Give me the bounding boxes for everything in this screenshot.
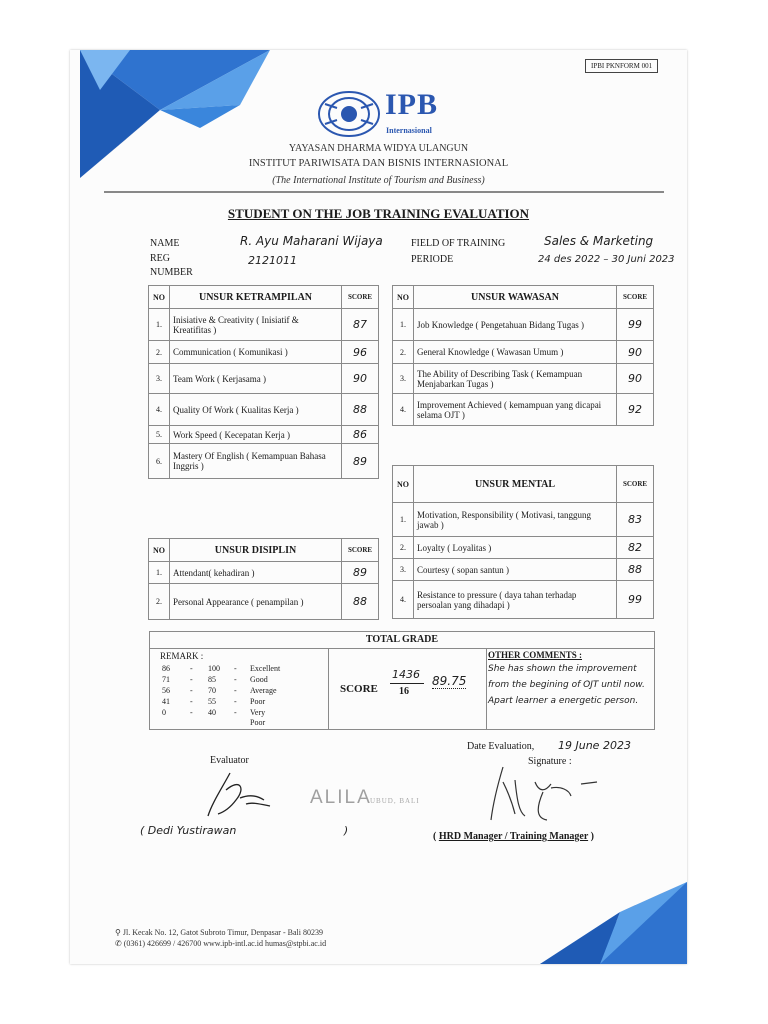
evaluator-name: ( Dedi Yustirawan ) xyxy=(140,824,349,837)
page-title: STUDENT ON THE JOB TRAINING EVALUATION xyxy=(227,206,530,221)
wawasan-score-header: SCORE xyxy=(617,286,654,309)
field-value: Sales & Marketing xyxy=(544,234,654,248)
total-grade-header: TOTAL GRADE xyxy=(150,632,654,649)
score-value: 96 xyxy=(342,341,379,364)
ketrampilan-title: UNSUR KETRAMPILAN xyxy=(170,286,342,309)
remark-grade: Very Poor xyxy=(250,708,266,727)
header-divider xyxy=(104,191,664,193)
criterion-label: Motivation, Responsibility ( Motivasi, tanggung jawab ) xyxy=(414,503,617,537)
remark-to: 40 xyxy=(208,708,216,717)
criterion-label: Team Work ( Kerjasama ) xyxy=(170,364,342,394)
watermark-logo: ALILA xyxy=(310,787,372,808)
table-row xyxy=(149,584,379,620)
row-number: 2. xyxy=(393,341,414,364)
table-row xyxy=(393,581,654,619)
criterion-label: Improvement Achieved ( kemampuan yang dicapai selama OJT ) xyxy=(414,394,617,426)
row-number: 5. xyxy=(149,426,170,444)
remark-label: REMARK : xyxy=(160,651,204,661)
table-row xyxy=(149,394,379,426)
table-row xyxy=(393,394,654,426)
hrd-label: HRD Manager / Training Manager xyxy=(438,831,589,842)
row-number: 3. xyxy=(393,559,414,581)
remark-to: 55 xyxy=(208,697,216,706)
criterion-label: Work Speed ( Kecepatan Kerja ) xyxy=(170,426,342,444)
remark-to: 100 xyxy=(208,664,220,673)
name-value: R. Ayu Maharani Wijaya xyxy=(240,234,383,248)
score-result: 89.75 xyxy=(432,674,467,688)
criterion-label: Job Knowledge ( Pengetahuan Bidang Tugas ) xyxy=(414,309,617,341)
evaluator-name-value: Dedi Yustirawan xyxy=(147,824,237,837)
evaluator-label: Evaluator xyxy=(210,755,249,766)
score-value: 83 xyxy=(617,503,654,537)
remark-from: 86 xyxy=(162,664,170,673)
score-cell xyxy=(328,648,487,729)
remark-grade: Good xyxy=(250,675,268,684)
row-number: 2. xyxy=(393,537,414,559)
disiplin-table xyxy=(148,538,379,620)
table-row xyxy=(393,503,654,537)
periode-value: 24 des 2022 – 30 Juni 2023 xyxy=(538,254,675,265)
row-number: 2. xyxy=(149,341,170,364)
date-label: Date Evaluation, xyxy=(467,741,535,752)
ipb-emblem-icon xyxy=(317,90,381,138)
disiplin-title: UNSUR DISIPLIN xyxy=(170,539,342,562)
table-row xyxy=(393,364,654,394)
table-row xyxy=(393,537,654,559)
periode-label: PERIODE xyxy=(411,254,454,265)
footer-contact-text: (0361) 426699 / 426700 www.ipb-intl.ac.id humas@stpbi.ac.id xyxy=(123,939,327,948)
hrd-line: ( HRD Manager / Training Manager ) xyxy=(433,831,594,842)
criterion-label: General Knowledge ( Wawasan Umum ) xyxy=(414,341,617,364)
institution-line-1: YAYASAN DHARMA WIDYA ULANGUN xyxy=(288,143,469,154)
criterion-label: Personal Appearance ( penampilan ) xyxy=(170,584,342,620)
score-value: 88 xyxy=(342,394,379,426)
score-value: 88 xyxy=(342,584,379,620)
remark-grade: Average xyxy=(250,686,277,695)
field-label: FIELD OF TRAINING xyxy=(411,238,506,249)
criterion-label: Inisiative & Creativity ( Inisiatif & Kreatifitas ) xyxy=(170,309,342,341)
row-number: 4. xyxy=(149,394,170,426)
watermark-sub: UBUD, BALI xyxy=(370,797,420,805)
remark-from: 0 xyxy=(162,708,166,717)
remark-from: 71 xyxy=(162,675,170,684)
score-value: 86 xyxy=(342,426,379,444)
mental-table xyxy=(392,465,654,619)
score-value: 82 xyxy=(617,537,654,559)
remarks-legend: REMARK : 86 - 100 - Excellent 71 - 85 - Good 56 - 70 - Average 41 - 55 - Poor 0 - 40 - Very Poor xyxy=(150,648,329,729)
row-number: 4. xyxy=(393,581,414,619)
score-label: SCORE xyxy=(340,683,378,695)
score-value: 99 xyxy=(617,309,654,341)
disiplin-no-header: NO xyxy=(149,539,170,562)
signature-label: Signature : xyxy=(528,756,572,767)
institution-line-3: (The International Institute of Tourism and Business) xyxy=(272,175,485,186)
row-number: 1. xyxy=(149,562,170,584)
date-value: 19 June 2023 xyxy=(558,739,631,752)
reg-label: REG xyxy=(150,253,170,264)
row-number: 3. xyxy=(393,364,414,394)
score-value: 89 xyxy=(342,562,379,584)
hrd-signature xyxy=(485,762,605,827)
score-value: 90 xyxy=(617,364,654,394)
criterion-label: Quality Of Work ( Kualitas Kerja ) xyxy=(170,394,342,426)
location-icon: ⚲ xyxy=(115,928,121,937)
logo-subtitle: Internasional xyxy=(386,126,432,135)
reg-value: 2121011 xyxy=(248,254,297,267)
remark-from: 41 xyxy=(162,697,170,706)
table-row xyxy=(393,559,654,581)
disiplin-score-header: SCORE xyxy=(342,539,379,562)
mental-title: UNSUR MENTAL xyxy=(414,466,617,503)
fraction-bar xyxy=(390,683,424,684)
evaluator-signature xyxy=(200,768,280,823)
mental-no-header: NO xyxy=(393,466,414,503)
criterion-label: Communication ( Komunikasi ) xyxy=(170,341,342,364)
footer-address xyxy=(115,928,323,937)
ketrampilan-table xyxy=(148,285,379,479)
name-label: NAME xyxy=(150,238,180,249)
criterion-label: Resistance to pressure ( daya tahan terhadap persoalan yang dihadapi ) xyxy=(414,581,617,619)
row-number: 1. xyxy=(393,309,414,341)
row-number: 3. xyxy=(149,364,170,394)
row-number: 1. xyxy=(149,309,170,341)
wawasan-no-header: NO xyxy=(393,286,414,309)
footer-contact xyxy=(115,939,326,948)
table-row xyxy=(149,426,379,444)
remark-grade: Poor xyxy=(250,697,266,706)
score-value: 99 xyxy=(617,581,654,619)
score-value: 90 xyxy=(617,341,654,364)
criterion-label: Loyalty ( Loyalitas ) xyxy=(414,537,617,559)
row-number: 6. xyxy=(149,444,170,479)
footer-address-text: Jl. Kecak No. 12, Gatot Subroto Timur, Denpasar - Bali 80239 xyxy=(122,928,323,937)
table-row xyxy=(149,341,379,364)
total-grade-box xyxy=(149,631,655,730)
remark-to: 85 xyxy=(208,675,216,684)
table-row xyxy=(149,364,379,394)
mental-score-header: SCORE xyxy=(617,466,654,503)
table-row xyxy=(393,341,654,364)
table-row xyxy=(149,444,379,479)
table-row xyxy=(149,562,379,584)
logo-name: IPB xyxy=(385,88,439,121)
criterion-label: Mastery Of English ( Kemampuan Bahasa Inggris ) xyxy=(170,444,342,479)
comments-text: She has shown the improvement from the begining of OJT until now. Apart learner a energetic person. xyxy=(488,664,645,706)
criterion-label: The Ability of Describing Task ( Kemampuan Menjabarkan Tugas ) xyxy=(414,364,617,394)
table-row xyxy=(149,309,379,341)
comments-label: OTHER COMMENTS : xyxy=(488,650,583,660)
score-value: 92 xyxy=(617,394,654,426)
remark-from: 56 xyxy=(162,686,170,695)
row-number: 4. xyxy=(393,394,414,426)
institution-line-2: INSTITUT PARIWISATA DAN BISNIS INTERNASIONAL xyxy=(248,158,509,169)
score-denominator: 16 xyxy=(399,686,409,697)
remark-grade: Excellent xyxy=(250,664,281,673)
row-number: 2. xyxy=(149,584,170,620)
ketrampilan-no-header: NO xyxy=(149,286,170,309)
score-value: 87 xyxy=(342,309,379,341)
evaluation-form xyxy=(70,50,687,964)
remark-to: 70 xyxy=(208,686,216,695)
ketrampilan-score-header: SCORE xyxy=(342,286,379,309)
criterion-label: Courtesy ( sopan santun ) xyxy=(414,559,617,581)
number-label: NUMBER xyxy=(150,267,193,278)
wawasan-table xyxy=(392,285,654,426)
criterion-label: Attendant( kehadiran ) xyxy=(170,562,342,584)
corner-decoration-bottom-right xyxy=(480,882,687,964)
wawasan-title: UNSUR WAWASAN xyxy=(414,286,617,309)
phone-icon: ✆ xyxy=(115,939,122,948)
table-row xyxy=(393,309,654,341)
form-code: IPBI PKNFORM 001 xyxy=(585,59,658,73)
score-value: 89 xyxy=(342,444,379,479)
score-numerator: 1436 xyxy=(392,668,420,681)
row-number: 1. xyxy=(393,503,414,537)
score-value: 90 xyxy=(342,364,379,394)
score-value: 88 xyxy=(617,559,654,581)
